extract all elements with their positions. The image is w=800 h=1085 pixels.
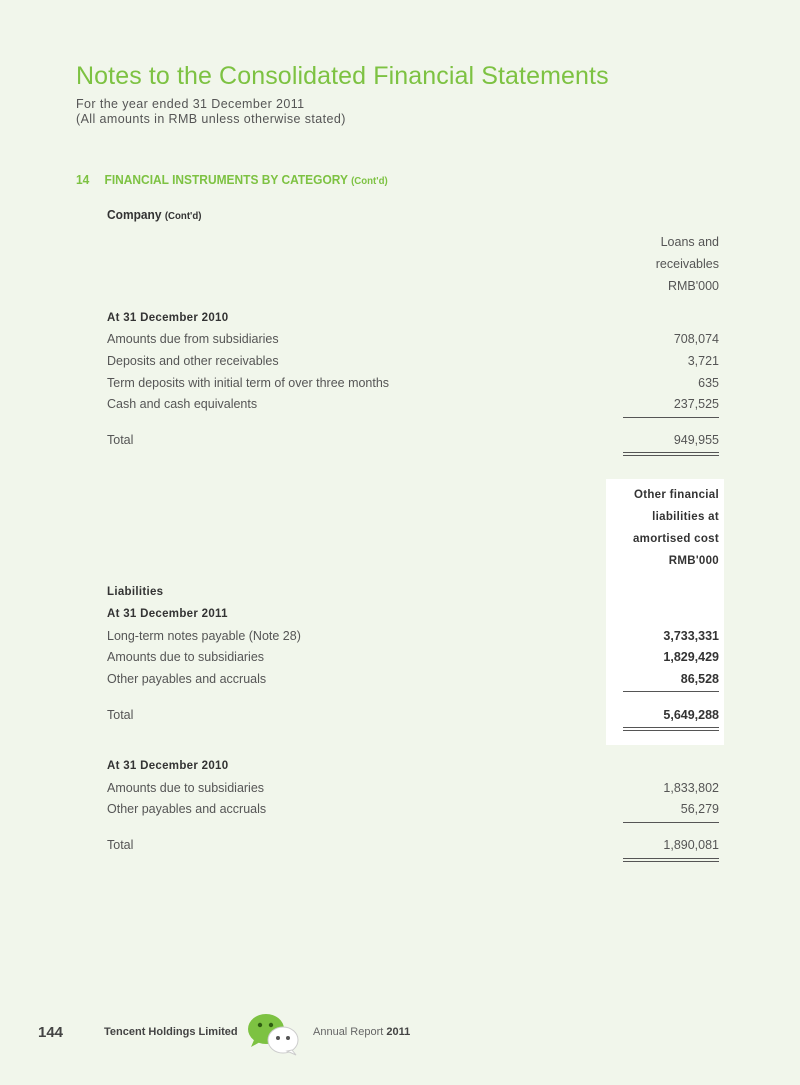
section-heading <box>76 172 388 187</box>
row-label: Cash and cash equivalents <box>107 397 258 411</box>
table1-col-head-2: receivables <box>655 257 719 271</box>
subtitle-line-1: For the year ended 31 December 2011 <box>76 97 305 111</box>
table1-period: At 31 December 2010 <box>107 312 229 324</box>
table-row <box>107 779 719 797</box>
page-subtitle <box>76 97 346 127</box>
footer-company-name: Tencent Holdings Limited <box>104 1026 238 1038</box>
row-value: 3,733,331 <box>663 629 719 643</box>
total-value: 1,890,081 <box>663 838 719 852</box>
section-contd: (Cont'd) <box>351 175 388 187</box>
row-label: Amounts due to subsidiaries <box>107 650 265 664</box>
row-value: 86,528 <box>680 672 719 686</box>
subtotal-rule <box>623 691 719 692</box>
wechat-bubbles-icon <box>242 1010 304 1056</box>
total-row <box>107 431 719 449</box>
total-row <box>107 706 719 724</box>
total-label: Total <box>107 708 134 722</box>
total-double-rule <box>623 858 719 862</box>
table-row <box>107 352 719 370</box>
row-label: Long-term notes payable (Note 28) <box>107 629 301 643</box>
table-row <box>107 330 719 348</box>
table-row <box>107 627 719 645</box>
table1-col-head-3: RMB'000 <box>667 279 719 293</box>
row-label: Amounts due to subsidiaries <box>107 781 265 795</box>
table-row <box>107 670 719 688</box>
row-value: 56,279 <box>680 802 719 816</box>
row-label: Amounts due from subsidiaries <box>107 332 279 346</box>
table2-period-2011: At 31 December 2011 <box>107 608 228 620</box>
row-label: Other payables and accruals <box>107 802 267 816</box>
total-value: 5,649,288 <box>663 708 719 722</box>
company-title: Company <box>107 207 162 222</box>
total-double-rule <box>623 727 719 731</box>
row-label: Other payables and accruals <box>107 672 267 686</box>
total-double-rule <box>623 452 719 456</box>
row-label: Term deposits with initial term of over three months <box>107 376 390 390</box>
total-value: 949,955 <box>673 433 719 447</box>
table2-col-head-2: liabilities at <box>652 511 719 523</box>
report-year: 2011 <box>386 1026 411 1038</box>
row-value: 1,833,802 <box>663 781 719 795</box>
table2-col-head-1: Other financial <box>633 489 719 501</box>
table-row <box>107 800 719 818</box>
row-label: Deposits and other receivables <box>107 354 279 368</box>
section-number: 14 <box>76 172 90 187</box>
row-value: 3,721 <box>687 354 719 368</box>
total-row <box>107 836 719 854</box>
subtotal-rule <box>623 822 719 823</box>
table1-col-head-1: Loans and <box>660 235 719 249</box>
table2-col-head-4: RMB'000 <box>668 555 719 567</box>
report-label-text: Annual Report <box>313 1026 384 1038</box>
company-contd: (Cont'd) <box>164 210 202 222</box>
page-footer <box>0 1010 800 1070</box>
row-value: 708,074 <box>673 332 719 346</box>
table-row <box>107 648 719 666</box>
page-title: Notes to the Consolidated Financial Statements <box>76 62 609 90</box>
row-value: 1,829,429 <box>663 650 719 664</box>
table2-col-head-3: amortised cost <box>632 533 719 545</box>
section-title: FINANCIAL INSTRUMENTS BY CATEGORY <box>104 172 348 187</box>
row-value: 635 <box>698 376 719 390</box>
row-value: 237,525 <box>673 397 719 411</box>
table2-period-2010: At 31 December 2010 <box>107 760 229 772</box>
table-row <box>107 374 719 392</box>
company-heading <box>107 207 201 222</box>
table-row <box>107 395 719 413</box>
total-label: Total <box>107 433 134 447</box>
liabilities-heading: Liabilities <box>107 586 164 598</box>
subtotal-rule <box>623 417 719 418</box>
subtitle-line-2: (All amounts in RMB unless otherwise stated) <box>76 112 346 126</box>
page-number: 144 <box>38 1024 64 1041</box>
total-label: Total <box>107 838 134 852</box>
footer-report-label <box>313 1026 410 1038</box>
